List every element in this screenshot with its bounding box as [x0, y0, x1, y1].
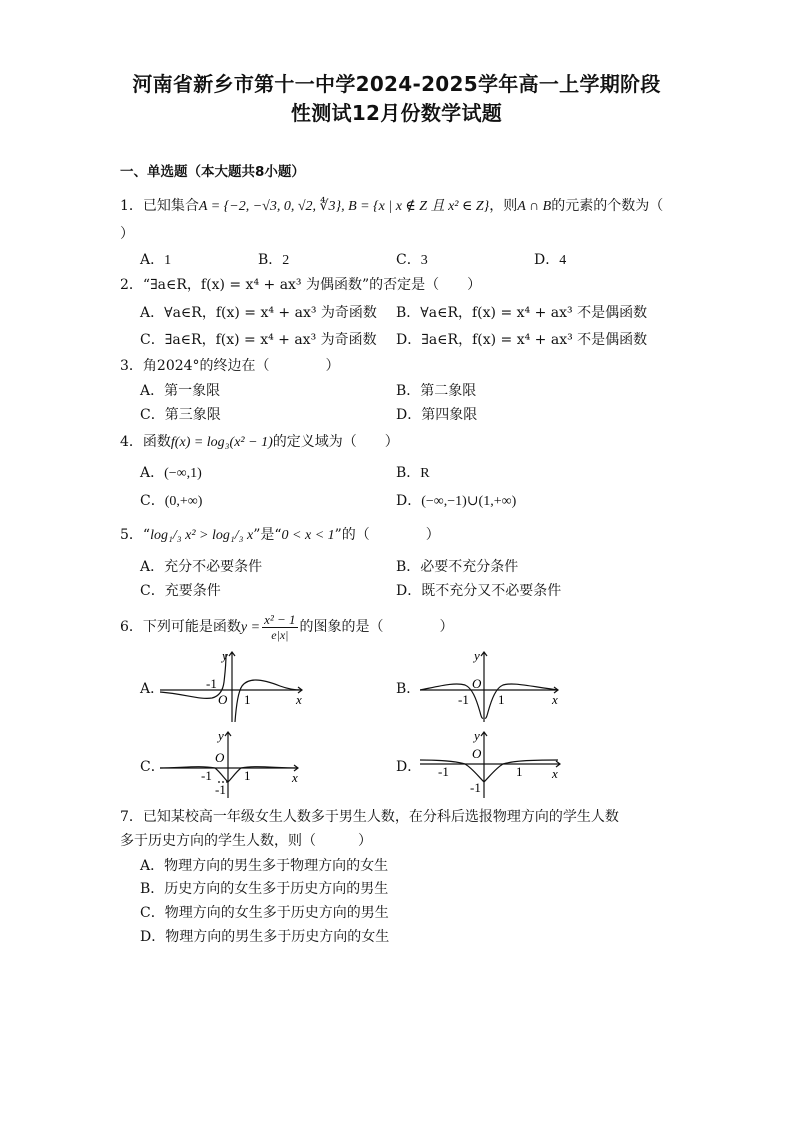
question-text: 的元素的个数为（: [551, 198, 664, 214]
question-number: 3．: [120, 358, 143, 374]
option-text: 充分不必要条件: [164, 559, 263, 575]
option-a[interactable]: [140, 251, 171, 270]
option-c[interactable]: [140, 582, 221, 600]
option-label: B．: [396, 559, 421, 575]
option-d[interactable]: [396, 331, 647, 349]
option-text: R: [420, 466, 430, 481]
option-label: A．: [140, 383, 165, 399]
option-text: 4: [559, 253, 567, 268]
one-label: 1: [244, 692, 251, 707]
option-label: B．: [140, 881, 165, 897]
origin-label: O: [472, 676, 482, 691]
question-text: ”是“: [253, 527, 282, 543]
question-text: ，则: [489, 198, 518, 214]
page-title-line-2: 性测试12月份数学试题: [290, 101, 503, 125]
option-label: D．: [140, 929, 166, 945]
question-text: 角2024°的终边在（ ）: [142, 358, 340, 374]
option-b[interactable]: [396, 382, 476, 400]
section-heading: 一、单选题（本大题共8小题）: [120, 164, 305, 180]
option-label: A．: [140, 252, 165, 268]
option-b[interactable]: [396, 464, 430, 483]
option-label: C．: [140, 493, 165, 509]
question-number: 5．: [120, 527, 143, 543]
fraction-expression: [262, 612, 297, 642]
graph-d[interactable]: [420, 728, 570, 798]
one-label: 1: [516, 764, 523, 779]
option-text: (−∞,1): [164, 466, 202, 481]
option-text: 物理方向的女生多于历史方向的男生: [164, 905, 389, 921]
option-c[interactable]: [140, 406, 221, 424]
question-text: “∃a∈R，f(x) = x⁴ + ax³ 为偶函数”的否定是（ ）: [142, 277, 482, 293]
option-d[interactable]: D．: [396, 759, 422, 775]
y-label: y: [218, 728, 224, 743]
option-text: 既不充分又不必要条件: [421, 583, 562, 599]
option-a[interactable]: [140, 382, 220, 400]
option-label: A．: [140, 559, 165, 575]
option-c[interactable]: [396, 251, 428, 270]
option-text: ∃a∈R，f(x) = x⁴ + ax³ 为奇函数: [164, 332, 377, 348]
neg-one-y-label: -1: [470, 780, 481, 795]
log-condition: log₁/₃ x² > log₁/₃ x: [150, 528, 254, 543]
option-text: (0,+∞): [164, 494, 203, 509]
x-label: x: [552, 766, 558, 781]
one-label: 1: [244, 768, 251, 783]
function-y: y =: [240, 620, 261, 635]
option-a[interactable]: [140, 558, 262, 576]
option-a[interactable]: [140, 304, 377, 322]
option-text: 2: [282, 253, 290, 268]
option-label: D．: [396, 493, 422, 509]
question-7-line-2: 多于历史方向的学生人数，则（ ）: [120, 833, 372, 849]
curve-right: [485, 684, 558, 718]
question-text: 已知集合: [142, 198, 199, 214]
question-number: 7．: [120, 809, 143, 825]
option-label: C．: [396, 252, 421, 268]
option-b[interactable]: [396, 304, 647, 322]
option-text: ∀a∈R，f(x) = x⁴ + ax³ 不是偶函数: [420, 305, 648, 321]
function-expression: f(x) = log₃(x² − 1): [170, 435, 273, 450]
question-text: 的图象的是（ ）: [299, 619, 454, 635]
question-4: [120, 433, 399, 452]
question-text: 的定义域为（ ）: [272, 434, 399, 450]
option-label: B．: [396, 305, 421, 321]
option-text: 第四象限: [421, 407, 478, 423]
x-label: x: [552, 692, 558, 707]
option-text: 第一象限: [164, 383, 221, 399]
option-c[interactable]: [140, 904, 389, 922]
question-2: [120, 276, 481, 294]
option-label: D．: [396, 407, 422, 423]
question-5: [120, 526, 440, 545]
option-label: A．: [140, 305, 165, 321]
origin-label: O: [472, 746, 482, 761]
neg-one-label: -1: [438, 764, 449, 779]
question-7: [120, 808, 619, 826]
graph-c[interactable]: [160, 728, 310, 798]
option-c[interactable]: [140, 492, 202, 511]
option-c[interactable]: C．: [140, 759, 165, 775]
neg-one-label: -1: [206, 676, 217, 691]
option-text: ∀a∈R，f(x) = x⁴ + ax³ 为奇函数: [164, 305, 377, 321]
question-text: “: [142, 527, 151, 543]
option-a[interactable]: [140, 464, 202, 483]
option-label: C．: [140, 407, 165, 423]
option-text: 第三象限: [164, 407, 221, 423]
option-label: B．: [258, 252, 283, 268]
option-a[interactable]: [140, 857, 388, 875]
question-6: [120, 611, 454, 644]
option-d[interactable]: [396, 492, 516, 511]
option-text: 充要条件: [164, 583, 221, 599]
option-d[interactable]: [396, 582, 561, 600]
fraction-numerator: x² − 1: [264, 612, 296, 627]
option-text: 历史方向的女生多于历史方向的男生: [164, 881, 389, 897]
option-text: 第二象限: [420, 383, 477, 399]
option-b[interactable]: [396, 558, 518, 576]
neg-one-y-label: -1: [215, 782, 226, 797]
question-1-continuation: ）: [120, 226, 134, 242]
y-label: y: [474, 648, 480, 663]
option-d[interactable]: [140, 928, 389, 946]
option-label: B．: [396, 465, 421, 481]
set-b-expression: , B = {x | x ∉ Z 且 x² ∈ Z}: [341, 199, 490, 214]
option-label: D．: [396, 332, 422, 348]
option-label: A．: [140, 465, 165, 481]
question-text: ”的（ ）: [334, 527, 440, 543]
y-label: y: [474, 728, 480, 743]
option-text: 物理方向的男生多于历史方向的女生: [165, 929, 390, 945]
one-label: 1: [498, 692, 505, 707]
option-text: 3: [420, 253, 428, 268]
neg-one-label: -1: [201, 768, 212, 783]
question-number: 6．: [120, 619, 143, 635]
page-title-line-1: 河南省新乡市第十一中学2024-2025学年高一上学期阶段: [132, 72, 661, 96]
option-d[interactable]: [534, 251, 566, 270]
option-label: B．: [396, 383, 421, 399]
question-text: 下列可能是函数: [142, 619, 241, 635]
option-text: 必要不充分条件: [420, 559, 519, 575]
graph-a[interactable]: [160, 648, 310, 722]
question-number: 2．: [120, 277, 143, 293]
option-a[interactable]: A．: [140, 681, 165, 697]
question-number: 4．: [120, 434, 143, 450]
y-label: y: [222, 648, 228, 663]
option-label: D．: [396, 583, 422, 599]
x-label: x: [292, 770, 298, 785]
question-text: 函数: [142, 434, 171, 450]
option-d[interactable]: [396, 406, 477, 424]
interval-condition: 0 < x < 1: [281, 528, 335, 543]
intersection-expression: A ∩ B: [517, 199, 552, 214]
question-number: 1．: [120, 198, 143, 214]
option-text: 1: [164, 253, 172, 268]
origin-label: O: [215, 750, 225, 765]
fraction-denominator: e|x|: [271, 628, 289, 642]
question-1: [120, 197, 663, 216]
option-label: C．: [140, 905, 165, 921]
question-text: 已知某校高一年级女生人数多于男生人数，在分科后选报物理方向的学生人数: [142, 809, 619, 825]
option-text: ∃a∈R，f(x) = x⁴ + ax³ 不是偶函数: [421, 332, 648, 348]
option-b[interactable]: B．: [396, 681, 421, 697]
option-label: D．: [534, 252, 560, 268]
option-b[interactable]: [140, 880, 388, 898]
origin-label: O: [218, 692, 228, 707]
graph-b[interactable]: [420, 648, 570, 722]
option-b[interactable]: [258, 251, 289, 270]
option-c[interactable]: [140, 331, 377, 349]
option-text: (−∞,−1)∪(1,+∞): [421, 494, 517, 509]
set-a-expression: A = {−2, −√3, 0, √2, ∜3}: [198, 199, 342, 214]
option-label: C．: [140, 332, 165, 348]
x-label: x: [296, 692, 302, 707]
option-text: 物理方向的男生多于物理方向的女生: [164, 858, 389, 874]
option-label: A．: [140, 858, 165, 874]
question-3: [120, 357, 340, 375]
neg-one-label: -1: [458, 692, 469, 707]
option-label: C．: [140, 583, 165, 599]
